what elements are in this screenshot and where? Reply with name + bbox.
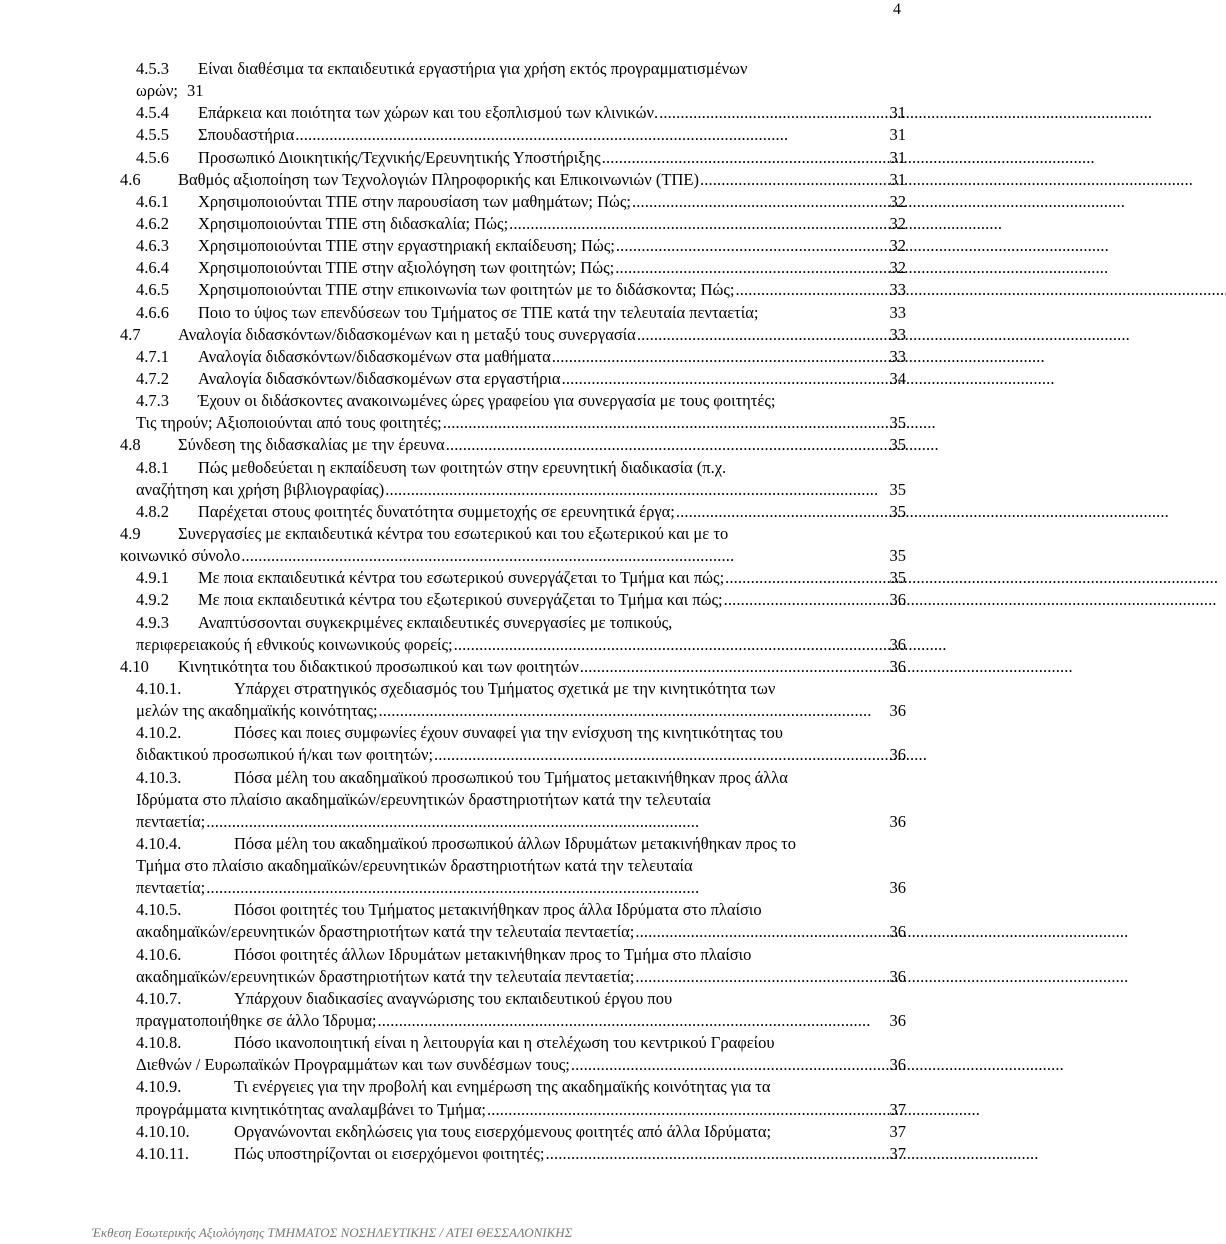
toc-entry-continuation[interactable] [120,789,906,811]
toc-entry[interactable] [120,124,906,146]
toc-dot-leader [545,1143,887,1165]
toc-entry-number: 4.6.3 [136,236,169,256]
document-footer: Έκθεση Εσωτερικής Αξιολόγησης ΤΜΗΜΑΤΟΣ ΝΟΣΗΛΕΥΤΙΚΗΣ / ΑΤΕΙ ΘΕΣΣΑΛΟΝΙΚΗΣ [92,1225,573,1240]
toc-entry-title: προγράμματα κινητικότητας αναλαμβάνει το Τμήμα; [136,1099,486,1119]
toc-entry[interactable] [120,169,906,191]
toc-entry-title: Πόσο ικανοποιητική είναι η λειτουργία και η στελέχωση του κεντρικού Γραφείου [234,1033,775,1053]
toc-entry-title: ακαδημαϊκών/ερευνητικών δραστηριοτήτων κατά την τελευταία πενταετία; [136,922,635,942]
toc-entry-number: 4.9.1 [136,568,169,588]
toc-entry-number: 4.6.2 [136,213,169,233]
toc-entry-continuation[interactable] [120,921,906,943]
toc-page-number: 36 [889,701,906,721]
toc-dot-leader [725,567,887,589]
toc-entry[interactable] [120,722,906,744]
toc-entry[interactable] [120,279,906,301]
toc-entry-number: 4.10.9. [136,1077,182,1097]
toc-entry-continuation[interactable] [120,479,906,501]
toc-entry-title: Πόσοι φοιτητές του Τμήματος μετακινήθηκαν προς άλλα Ιδρύματα στο πλαίσιο [234,900,762,920]
toc-page-number: 36 [889,656,906,676]
toc-entry[interactable] [120,1121,906,1143]
toc-entry-title: ακαδημαϊκών/ερευνητικών δραστηριοτήτων κατά την τελευταία πενταετία; [136,966,635,986]
toc-entry[interactable] [120,102,906,124]
toc-entry-number: 4.6.6 [136,302,169,322]
toc-entry-title: Επάρκεια και ποιότητα των χώρων και του εξοπλισμού των κλινικών. [198,103,659,123]
toc-entry-number: 4.10.1. [136,678,182,698]
toc-page-number: 33 [889,302,906,322]
toc-entry-title: Τι ενέργειες για την προβολή και ενημέρωση της ακαδημαϊκής κοινότητας για τα [234,1077,771,1097]
toc-entry[interactable] [120,390,906,412]
toc-entry-continuation[interactable] [120,634,906,656]
toc-entry-title: πενταετία; [136,878,206,898]
toc-page-number: 36 [889,922,906,942]
toc-dot-leader [487,1099,888,1121]
toc-entry-number: 4.10.4. [136,833,182,853]
toc-entry[interactable] [120,988,906,1010]
toc-entry[interactable] [120,567,906,589]
toc-dot-leader [602,147,888,169]
toc-entry[interactable] [120,1032,906,1054]
toc-page-number: 34 [889,368,906,388]
toc-page-number: 31 [889,169,906,189]
toc-entry-title: Σπουδαστήρια [198,125,295,145]
toc-entry-number: 4.10.8. [136,1033,182,1053]
toc-entry-title: Υπάρχει στρατηγικός σχεδιασμός του Τμήματος σχετικά με την κινητικότητα των [234,678,776,698]
toc-dot-leader [637,324,888,346]
toc-entry-continuation[interactable] [120,412,906,434]
toc-dot-leader [571,1054,888,1076]
toc-entry-title: αναζήτηση και χρήση βιβλιογραφίας) [136,479,385,499]
toc-entry-title: Πώς υποστηρίζονται οι εισερχόμενοι φοιτητές; [234,1143,545,1163]
toc-entry-title: Παρέχεται στους φοιτητές δυνατότητα συμμετοχής σε ερευνητικά έργα; [198,501,675,521]
toc-entry[interactable] [120,58,906,80]
toc-entry-number: 4.6.1 [136,191,169,211]
toc-entry-number: 4.7.1 [136,346,169,366]
toc-page-number: 32 [889,258,906,278]
toc-entry-title: Ποιο το ύψος των επενδύσεων του Τμήματος σε ΤΠΕ κατά την τελευταία πενταετία; [198,302,759,322]
toc-page-number: 32 [889,213,906,233]
toc-dot-leader [562,368,888,390]
toc-entry-continuation[interactable] [120,1010,906,1032]
toc-page-number: 32 [889,236,906,256]
toc-entry-title: Είναι διαθέσιμα τα εκπαιδευτικά εργαστήρια για χρήση εκτός προγραμματισμένων [198,59,748,78]
toc-entry-title: Πόσα μέλη του ακαδημαϊκού προσωπικού του Τμήματος μετακινήθηκαν προς άλλα [234,767,788,787]
toc-entry[interactable] [120,324,906,346]
toc-dot-leader [377,1010,887,1032]
toc-dot-leader [379,700,888,722]
toc-page-number: 37 [889,1121,906,1141]
toc-dot-leader [616,235,888,257]
toc-page-number: 35 [889,413,906,433]
toc-entry-number: 4.6 [120,169,141,189]
toc-entry-number: 4.9.3 [136,612,169,632]
toc-page-number: 33 [889,324,906,344]
toc-page-number: 37 [889,1099,906,1119]
toc-page-number: 37 [889,1143,906,1163]
toc-dot-leader [206,877,887,899]
toc-entry-title: Ιδρύματα στο πλαίσιο ακαδημαϊκών/ερευνητικών δραστηριοτήτων κατά την τελευταία [136,789,711,809]
toc-entry-number: 4.10.10. [136,1121,190,1141]
toc-dot-leader [509,213,887,235]
toc-dot-leader [446,434,888,456]
toc-entry[interactable] [120,833,906,855]
toc-dot-leader [659,102,887,124]
toc-entry[interactable] [120,612,906,634]
toc-entry-title: Κινητικότητα του διδακτικού προσωπικού και των φοιτητών [178,656,579,676]
toc-dot-leader [635,921,887,943]
toc-entry-title: Πόσες και ποιες συμφωνίες έχουν συναφεί για την ενίσχυση της κινητικότητας του [234,723,783,743]
toc-entry-continuation[interactable] [120,744,906,766]
toc-page-number: 31 [889,103,906,123]
toc-page-number: 35 [889,501,906,521]
toc-page-number: 36 [889,878,906,898]
toc-entry[interactable] [120,213,906,235]
toc-dot-leader [736,279,888,301]
toc-entry-number: 4.10.11. [136,1143,190,1163]
toc-dot-leader [552,346,888,368]
toc-dot-leader [385,479,887,501]
toc-dot-leader [434,744,887,766]
toc-entry-title: Χρησιμοποιούνται ΤΠΕ στην παρουσίαση των μαθημάτων; Πώς; [198,191,631,211]
toc-entry-number: 4.10.3. [136,767,182,787]
toc-dot-leader [206,811,887,833]
toc-entry-number: 4.10.6. [136,944,182,964]
toc-page-number: 33 [889,280,906,300]
toc-entry-title: Πόσα μέλη του ακαδημαϊκού προσωπικού άλλων Ιδρυμάτων μετακινήθηκαν προς το [234,833,797,853]
toc-entry-number: 4.8 [120,435,141,455]
toc-entry-title: Βαθμός αξιοποίηση των Τεχνολογιών Πληροφορικής και Επικοινωνιών (ΤΠΕ) [178,169,699,189]
toc-entry-continuation[interactable] [120,811,906,833]
toc-entry-title: Πώς μεθοδεύεται η εκπαίδευση των φοιτητών στην ερευνητική διαδικασία (π.χ. [198,457,727,477]
toc-page-number: 35 [889,546,906,566]
toc-entry-title: Χρησιμοποιούνται ΤΠΕ στην επικοινωνία των φοιτητών με το διδάσκοντα; Πώς; [198,280,735,300]
toc-entry-continuation[interactable] [120,545,906,567]
toc-entry-title: ωρών; [136,81,178,101]
toc-dot-leader [700,169,888,191]
toc-entry-title: Συνεργασίες με εκπαιδευτικά κέντρα του εσωτερικού και του εξωτερικού και με το [178,523,729,543]
toc-dot-leader [241,545,887,567]
toc-entry-title: περιφερειακούς ή εθνικούς κοινωνικούς φορείς; [136,634,453,654]
toc-entry[interactable] [120,235,906,257]
toc-dot-leader [724,589,888,611]
toc-page-number: 32 [889,191,906,211]
toc-entry-title: Υπάρχουν διαδικασίες αναγνώρισης του εκπαιδευτικού έργου που [234,988,673,1008]
toc-entry-number: 4.10.5. [136,900,182,920]
toc-entry-number: 4.9 [120,523,141,543]
toc-page-number: 36 [889,1055,906,1075]
toc-dot-leader [676,501,888,523]
toc-entry[interactable] [120,368,906,390]
toc-page-number: 36 [889,966,906,986]
toc-page-number: 31 [889,125,906,145]
toc-entry-continuation[interactable] [120,877,906,899]
toc-entry-continuation[interactable] [120,855,906,877]
toc-entry-title: Αναλογία διδασκόντων/διδασκομένων και η μεταξύ τους συνεργασία [178,324,636,344]
toc-entry-title: Αναλογία διδασκόντων/διδασκομένων στα μαθήματα [198,346,551,366]
page-number: 4 [893,1,901,18]
toc-entry-number: 4.5.3 [136,59,169,78]
toc-page-number: 36 [889,1011,906,1031]
toc-entry-number: 4.6.4 [136,258,169,278]
toc-entry-number: 4.10.7. [136,988,182,1008]
toc-entry[interactable] [120,346,906,368]
toc-page-number: 31 [187,81,204,101]
toc-entry-title: Σύνδεση της διδασκαλίας με την έρευνα [178,435,445,455]
toc-entry-continuation[interactable] [120,700,906,722]
toc-page-number: 36 [889,590,906,610]
toc-entry-number: 4.8.2 [136,501,169,521]
toc-entry-continuation[interactable] [120,80,906,102]
toc-entry-title: μελών της ακαδημαϊκής κοινότητας; [136,701,378,721]
toc-entry-number: 4.8.1 [136,457,169,477]
toc-page-number: 36 [889,811,906,831]
toc-entry-number: 4.5.6 [136,147,169,167]
toc-entry-title: πραγματοποιήθηκε σε άλλο Ίδρυμα; [136,1011,377,1031]
toc-entry-continuation[interactable] [120,966,906,988]
toc-entry[interactable] [120,434,906,456]
toc-entry-number: 4.6.5 [136,280,169,300]
toc-entry[interactable] [120,191,906,213]
toc-page-number: 36 [889,745,906,765]
toc-dot-leader [615,257,887,279]
toc-entry-title: διδακτικού προσωπικού ή/και των φοιτητών; [136,745,434,765]
toc-entry-title: Προσωπικό Διοικητικής/Τεχνικής/Ερευνητικής Υποστήριξης [198,147,601,167]
toc-entry-title: Οργανώνονται εκδηλώσεις για τους εισερχόμενους φοιτητές από άλλα Ιδρύματα; [234,1121,772,1141]
toc-page-number: 35 [889,568,906,588]
toc-entry-number: 4.5.4 [136,103,169,123]
toc-entry-title: Αναλογία διδασκόντων/διδασκομένων στα εργαστήρια [198,368,561,388]
toc-entry-number: 4.9.2 [136,590,169,610]
toc-entry[interactable] [120,1143,906,1165]
toc-entry[interactable] [120,457,906,479]
toc-entry-title: Με ποια εκπαιδευτικά κέντρα του εξωτερικού συνεργάζεται το Τμήμα και πώς; [198,590,723,610]
toc-entry-title: Πόσοι φοιτητές άλλων Ιδρυμάτων μετακινήθηκαν προς το Τμήμα στο πλαίσιο [234,944,752,964]
toc-page-number: 31 [889,147,906,167]
toc-entry[interactable] [120,1076,906,1098]
toc-entry[interactable] [120,523,906,545]
toc-entry-title: πενταετία; [136,811,206,831]
toc-page-number: 33 [889,346,906,366]
toc-entry-title: Έχουν οι διδάσκοντες ανακοινωμένες ώρες γραφείου για συνεργασία με τους φοιτητές; [198,391,776,411]
toc-entry[interactable] [120,302,906,324]
toc-entry-number: 4.7.2 [136,368,169,388]
toc-dot-leader [443,412,888,434]
toc-page-number: 35 [889,479,906,499]
toc-page-number: 35 [889,435,906,455]
toc-entry-title: Χρησιμοποιούνται ΤΠΕ στη διδασκαλία; Πώς; [198,213,509,233]
toc-entry[interactable] [120,656,906,678]
table-of-contents [120,58,906,1165]
toc-entry-title: Χρησιμοποιούνται ΤΠΕ στην αξιολόγηση των φοιτητών; Πώς; [198,258,615,278]
toc-entry-title: Διεθνών / Ευρωπαϊκών Προγραμμάτων και των συνδέσμων τους; [136,1055,570,1075]
toc-entry-title: Τμήμα στο πλαίσιο ακαδημαϊκών/ερευνητικών δραστηριοτήτων κατά την τελευταία [136,856,693,876]
toc-entry-title: Χρησιμοποιούνται ΤΠΕ στην εργαστηριακή εκπαίδευση; Πώς; [198,236,615,256]
toc-entry[interactable] [120,944,906,966]
toc-entry-continuation[interactable] [120,1054,906,1076]
toc-entry-number: 4.10.2. [136,723,182,743]
toc-entry[interactable] [120,899,906,921]
toc-dot-leader [635,966,887,988]
toc-entry-title: Τις τηρούν; Αξιοποιούνται από τους φοιτητές; [136,413,442,433]
toc-entry[interactable] [120,501,906,523]
toc-page-number: 36 [889,634,906,654]
toc-entry[interactable] [120,678,906,700]
toc-dot-leader [295,124,887,146]
toc-entry[interactable] [120,147,906,169]
toc-entry-number: 4.10 [120,656,149,676]
toc-entry-number: 4.5.5 [136,125,169,145]
toc-entry-title: κοινωνικό σύνολο [120,546,241,566]
toc-dot-leader [580,656,888,678]
toc-entry-number: 4.7.3 [136,391,169,411]
toc-entry-title: Αναπτύσσονται συγκεκριμένες εκπαιδευτικές συνεργασίες με τοπικούς, [198,612,673,632]
toc-entry[interactable] [120,589,906,611]
toc-entry[interactable] [120,257,906,279]
toc-entry[interactable] [120,767,906,789]
toc-dot-leader [632,191,888,213]
toc-entry-number: 4.7 [120,324,141,344]
toc-dot-leader [454,634,888,656]
toc-entry-continuation[interactable] [120,1099,906,1121]
toc-entry-title: Με ποια εκπαιδευτικά κέντρα του εσωτερικού συνεργάζεται το Τμήμα και πώς; [198,568,725,588]
